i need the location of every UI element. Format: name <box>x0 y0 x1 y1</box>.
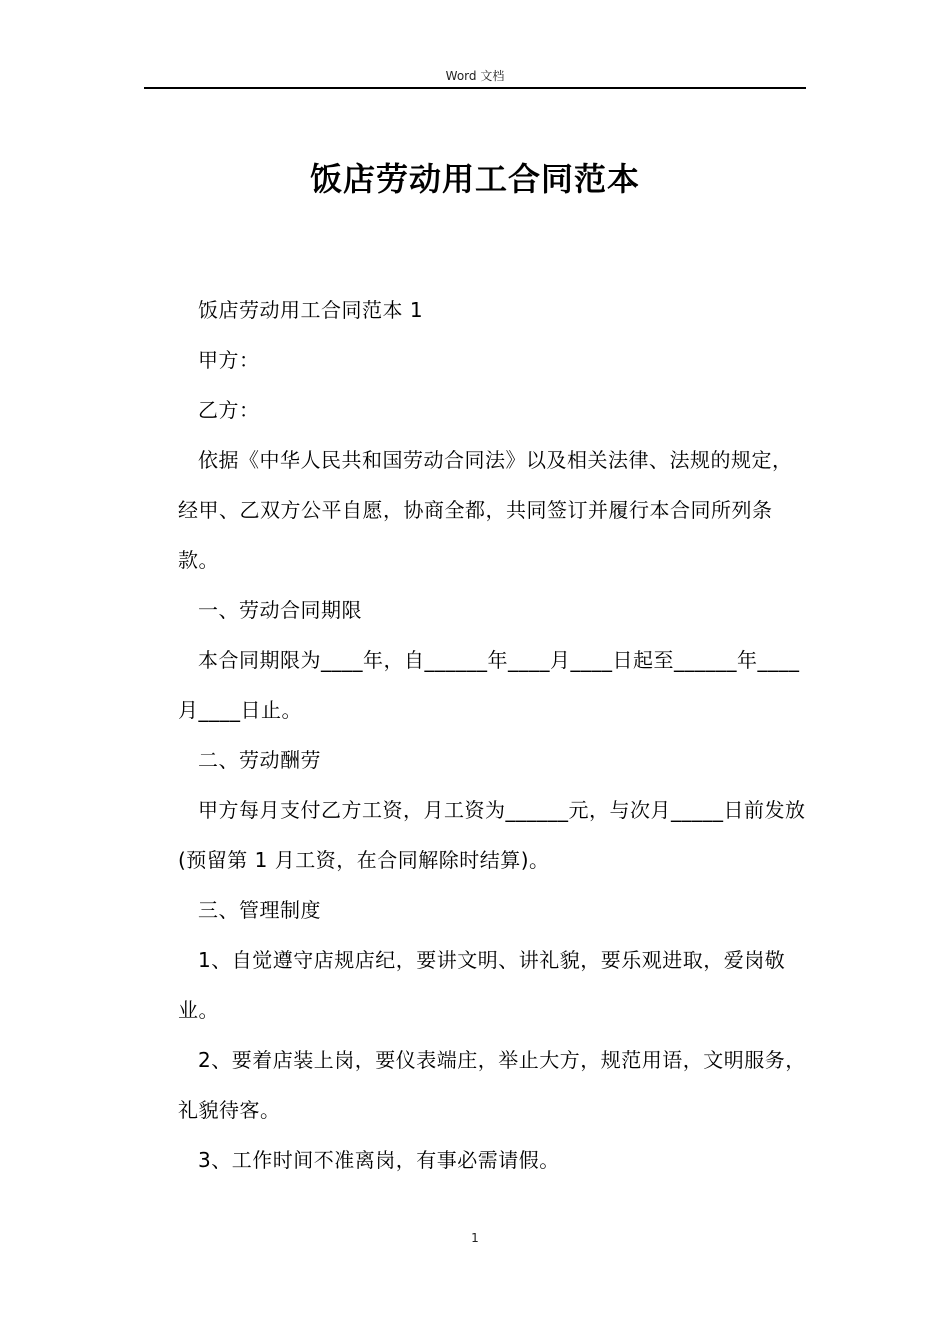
header-rule <box>144 87 806 89</box>
term-paragraph: 本合同期限为____年，自______年____月____日起至______年____月____日止。 <box>178 648 800 722</box>
section-heading-contract-1: 饭店劳动用工合同范本 1 <box>198 298 424 322</box>
rule-item-2: 2、要着店装上岗，要仪表端庄，举止大方，规范用语，文明服务，礼貌待客。 <box>178 1048 806 1122</box>
page-header: Word 文档 <box>445 69 505 83</box>
rule-item-1: 1、自觉遵守店规店纪，要讲文明、讲礼貌，要乐观进取，爱岗敬业。 <box>178 948 786 1022</box>
document-title: 饭店劳动用工合同范本 <box>309 160 640 198</box>
preamble-paragraph: 依据《中华人民共和国劳动合同法》以及相关法律、法规的规定，经甲、乙双方公平自愿，协商全都，共同签订并履行本合同所列条款。 <box>178 448 793 572</box>
section-heading-rules: 三、管理制度 <box>198 898 321 922</box>
page-number: 1 <box>471 1231 479 1245</box>
section-heading-pay: 二、劳动酬劳 <box>198 748 321 772</box>
section-heading-term: 一、劳动合同期限 <box>198 598 362 622</box>
rule-item-3: 3、工作时间不准离岗，有事必需请假。 <box>198 1148 560 1172</box>
document-body <box>178 285 806 1185</box>
pay-paragraph: 甲方每月支付乙方工资，月工资为______元，与次月_____日前发放(预留第 1 月工资，在合同解除时结算)。 <box>178 798 806 872</box>
party-b-line: 乙方： <box>198 398 260 422</box>
party-a-line: 甲方： <box>198 348 260 372</box>
